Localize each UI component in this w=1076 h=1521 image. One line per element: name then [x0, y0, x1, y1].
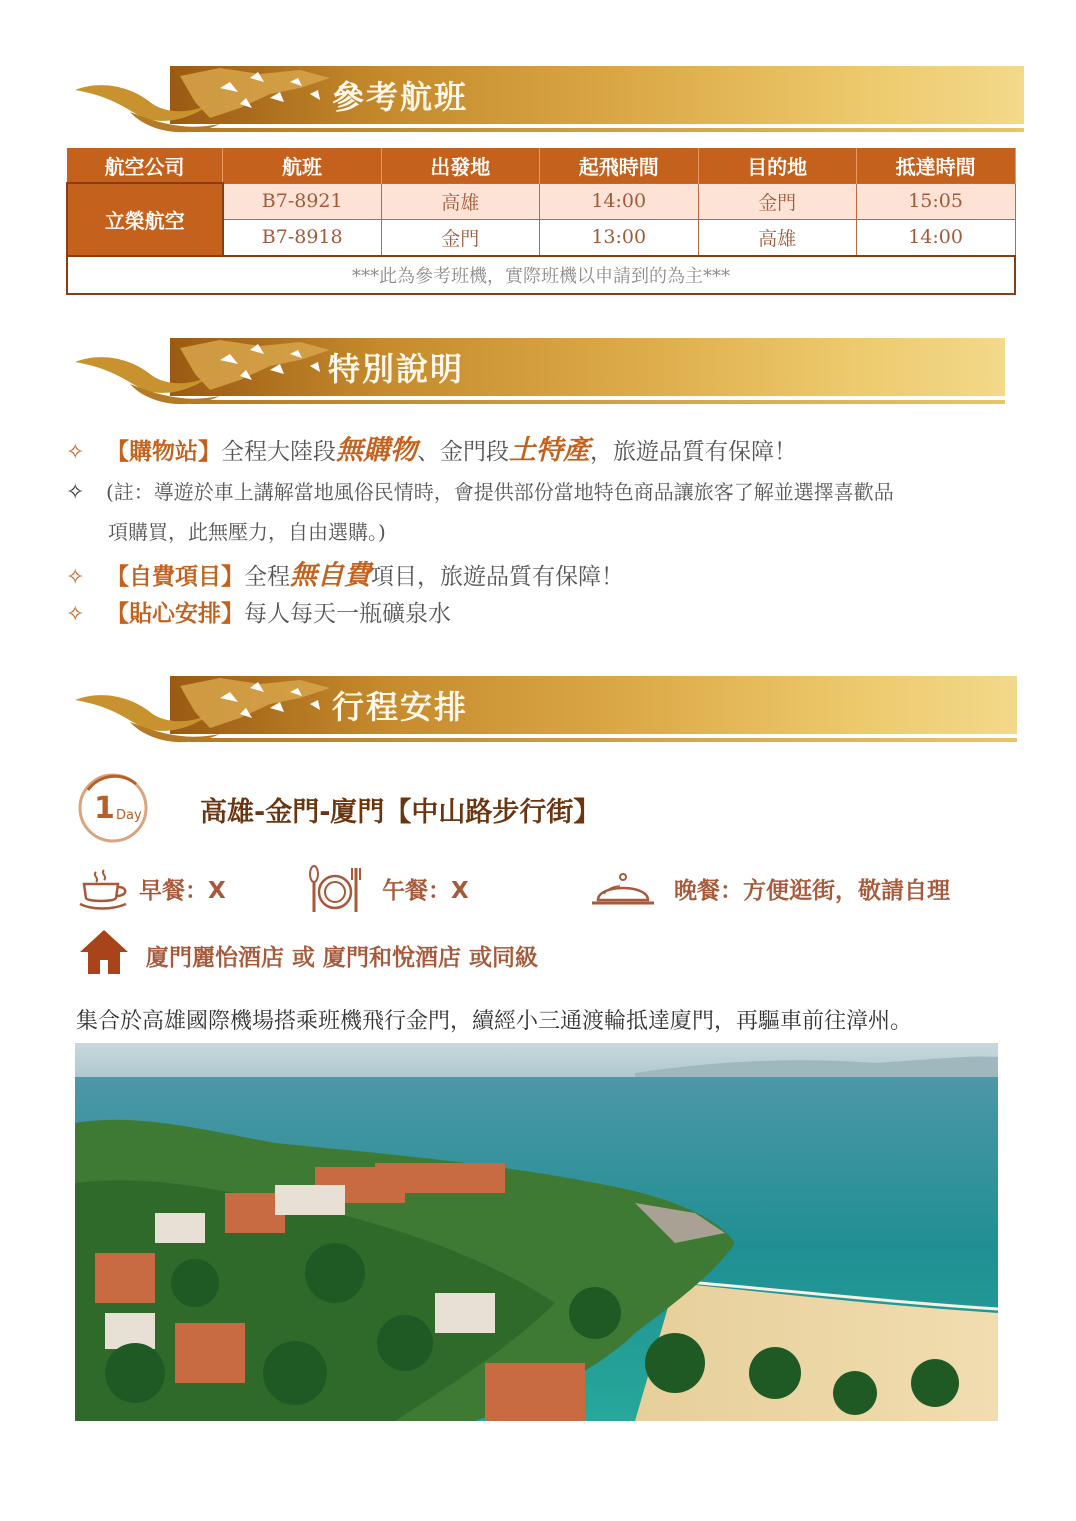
table-cell: 高雄: [381, 183, 539, 219]
lunch-label: 午餐：X: [382, 878, 469, 904]
airline-cell: 立榮航空: [67, 183, 223, 256]
note-text: 、金門段: [417, 439, 509, 465]
note-emphasis: 無自費: [290, 560, 371, 591]
table-note: ***此為參考班機，實際班機以申請到的為主***: [67, 256, 1015, 294]
table-cell: B7-8921: [223, 183, 382, 219]
column-header: 抵達時間: [856, 148, 1015, 183]
day-word: Day: [116, 808, 142, 823]
section-banner-itinerary: [70, 674, 1017, 746]
note-emphasis: 無購物: [336, 435, 417, 466]
note-remark: [66, 476, 894, 505]
table-cell: 金門: [698, 183, 856, 219]
dinner-label: 晚餐：方便逛街，敬請自理: [674, 878, 950, 904]
table-cell: 金門: [381, 219, 539, 256]
note-text: 項目，旅遊品質有保障！: [371, 564, 624, 590]
note-label: 【自費項目】: [106, 563, 244, 590]
plate-cutlery-icon: [306, 864, 362, 916]
section-title: 行程安排: [332, 688, 469, 726]
table-cell: 14:00: [539, 183, 698, 219]
table-cell: B7-8918: [223, 219, 382, 256]
gold-bird-icon: [70, 68, 330, 138]
house-icon: [78, 928, 130, 976]
day-title: 高雄-金門-廈門【中山路步行街】: [200, 797, 601, 828]
table-note-row: [67, 256, 1015, 294]
note-text: (註：導遊於車上講解當地風俗民情時，會提供部份當地特色商品讓旅客了解並選擇喜歡品: [106, 480, 894, 504]
note-text: 全程大陸段: [221, 439, 336, 465]
day-badge: [76, 772, 150, 844]
day-description: 集合於高雄國際機場搭乘班機飛行金門，續經小三通渡輪抵達廈門，再驅車前往漳州。: [76, 1009, 913, 1034]
four-point-star-icon: ✧: [66, 565, 85, 590]
table-cell: 高雄: [698, 219, 856, 256]
note-text: 每人每天一瓶礦泉水: [244, 601, 451, 627]
four-point-star-icon: ✧: [66, 480, 85, 505]
table-cell: 13:00: [539, 219, 698, 256]
note-optional: [66, 553, 624, 592]
gold-bird-icon: [70, 678, 330, 748]
table-cell: 15:05: [856, 183, 1015, 219]
note-text: ，旅遊品質有保障！: [590, 439, 797, 465]
table-header-row: [67, 148, 1015, 183]
note-care: [66, 595, 451, 628]
table-row: [67, 183, 1015, 219]
section-banner-notes: [70, 336, 1005, 408]
note-text: 全程: [244, 564, 290, 590]
column-header: 航班: [223, 148, 382, 183]
column-header: 目的地: [698, 148, 856, 183]
note-emphasis: 土特產: [509, 435, 590, 466]
breakfast-label: 早餐：X: [139, 878, 226, 904]
section-banner-flights: [70, 64, 1024, 136]
note-remark-continued: 項購買，此無壓力，自由選購。): [108, 520, 386, 544]
day-number: 1: [94, 791, 115, 826]
gold-bird-icon: [70, 340, 330, 410]
hotel-label: 廈門麗怡酒店 或 廈門和悅酒店 或同級: [146, 945, 539, 971]
coastal-scenery-image: [75, 1043, 998, 1421]
column-header: 出發地: [381, 148, 539, 183]
four-point-star-icon: ✧: [66, 440, 85, 465]
cloche-icon: [590, 872, 656, 908]
column-header: 航空公司: [67, 148, 223, 183]
table-cell: 14:00: [856, 219, 1015, 256]
coffee-cup-icon: [78, 868, 132, 910]
note-label: 【貼心安排】: [106, 600, 244, 627]
note-label: 【購物站】: [106, 438, 221, 465]
note-shopping: [66, 428, 797, 467]
four-point-star-icon: ✧: [66, 602, 85, 627]
flight-table: [66, 148, 1016, 295]
section-title: 參考航班: [332, 78, 469, 116]
section-title: 特別說明: [328, 350, 465, 388]
column-header: 起飛時間: [539, 148, 698, 183]
